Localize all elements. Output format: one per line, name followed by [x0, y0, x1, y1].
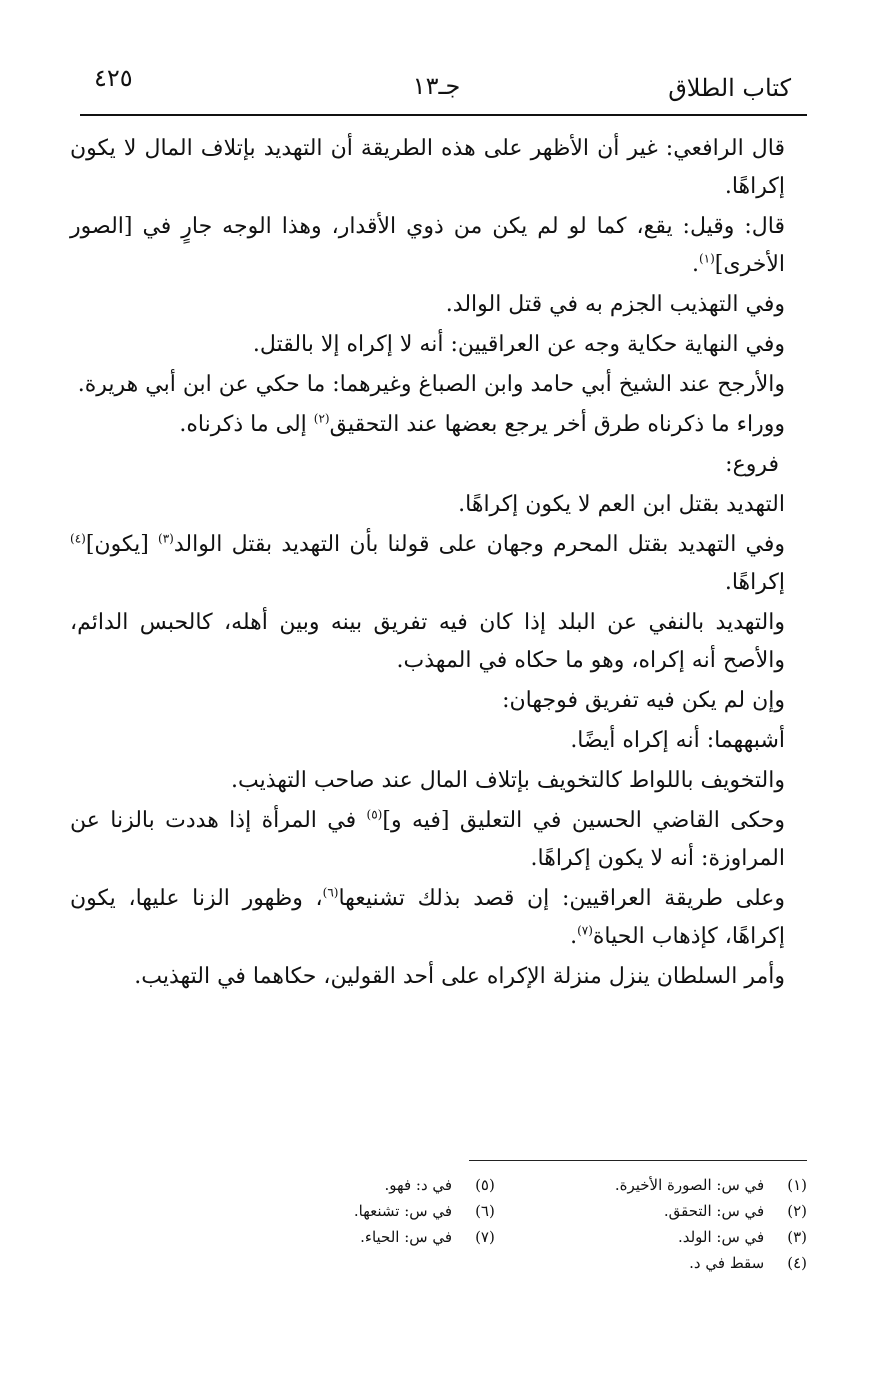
footnote-item: (٣) في س: الولد. — [677, 1228, 807, 1246]
paragraph: وفي النهاية حكاية وجه عن العراقيين: أنه لا إكراه إلا بالقتل. — [252, 332, 785, 357]
footnote-item: (٤) سقط في د. — [689, 1254, 807, 1272]
footnote-item: (١) في س: الصورة الأخيرة. — [614, 1176, 807, 1194]
header-divider — [80, 114, 807, 116]
paragraph: وعلى طريقة العراقيين: إن قصد بذلك تشنيعها$^{(٦)}$، وظهور الزنا عليها، يكون إكراهًا، كإذهاب الحياة$^{(٧)}$. — [70, 885, 785, 949]
footnote-item: (٧) في س: الحياء. — [360, 1228, 495, 1246]
footnote-ref: (٦) — [322, 885, 339, 900]
footnote-ref: (٣) — [158, 531, 174, 546]
paragraph: وأمر السلطان ينزل منزلة الإكراه على أحد القولين، حكاهما في التهذيب. — [134, 964, 785, 989]
paragraph: التهديد بقتل ابن العم لا يكون إكراهًا. — [458, 492, 785, 517]
volume-number: جـ١٣ — [412, 72, 461, 100]
paragraph: أشبههما: أنه إكراه أيضًا. — [570, 728, 785, 753]
paragraph: قال: وقيل: يقع، كما لو لم يكن من ذوي الأقدار، وهذا الوجه جارٍ في [الصور الأخرى]$^{(١)}$. — [70, 214, 785, 277]
footnotes-left-column — [354, 1172, 495, 1276]
footnote-item: (٢) في س: التحقق. — [663, 1202, 807, 1220]
footnote-item: (٦) في س: تشنعها. — [353, 1202, 495, 1220]
running-header — [82, 62, 791, 106]
footnote-item: (٥) في د: فهو. — [384, 1176, 495, 1194]
footnote-ref: (٢) — [313, 411, 330, 426]
footnote-ref: (٥) — [366, 807, 383, 822]
paragraph: وفي التهديد بقتل المحرم وجهان على قولنا بأن التهديد بقتل الوالد$^{(٣)}$ [يكون]$^{(٤)}$ إكراهًا. — [70, 531, 786, 595]
paragraph: ووراء ما ذكرناه طرق أخر يرجع بعضها عند التحقيق$^{(٢)}$ إلى ما ذكرناه. — [179, 411, 785, 437]
paragraph: وفي التهذيب الجزم به في قتل الوالد. — [445, 292, 785, 317]
footnote-ref: (٤) — [70, 531, 86, 546]
paragraph: قال الرافعي: غير أن الأظهر على هذه الطريقة أن التهديد بإتلاف المال لا يكون إكراهًا. — [70, 136, 785, 199]
main-text — [70, 130, 807, 998]
paragraph: والتهديد بالنفي عن البلد إذا كان فيه تفريق بينه وبين أهله، كالحبس الدائم، والأصح أنه إكراه، وهو ما حكاه في المهذب. — [70, 610, 785, 673]
paragraph: وحكى القاضي الحسين في التعليق [فيه و]$^{(٥)}$ في المرأة إذا هددت بالزنا عن المراوزة: أنه لا يكون إكراهًا. — [70, 807, 786, 871]
paragraph: والتخويف باللواط كالتخويف بإتلاف المال عند صاحب التهذيب. — [231, 768, 785, 793]
page-number: ٤٢٥ — [94, 64, 133, 92]
footnotes — [240, 1172, 807, 1276]
footnote-divider — [469, 1160, 807, 1161]
footnotes-right-column — [615, 1172, 807, 1276]
paragraph: والأرجح عند الشيخ أبي حامد وابن الصباغ وغيرهما: ما حكي عن ابن أبي هريرة. — [77, 372, 785, 397]
paragraph: وإن لم يكن فيه تفريق فوجهان: — [502, 688, 785, 713]
footnote-ref: (١) — [698, 251, 715, 266]
book-title: كتاب الطلاق — [668, 74, 791, 102]
footnote-ref: (٧) — [577, 923, 593, 938]
section-heading: فروع: — [725, 452, 779, 477]
